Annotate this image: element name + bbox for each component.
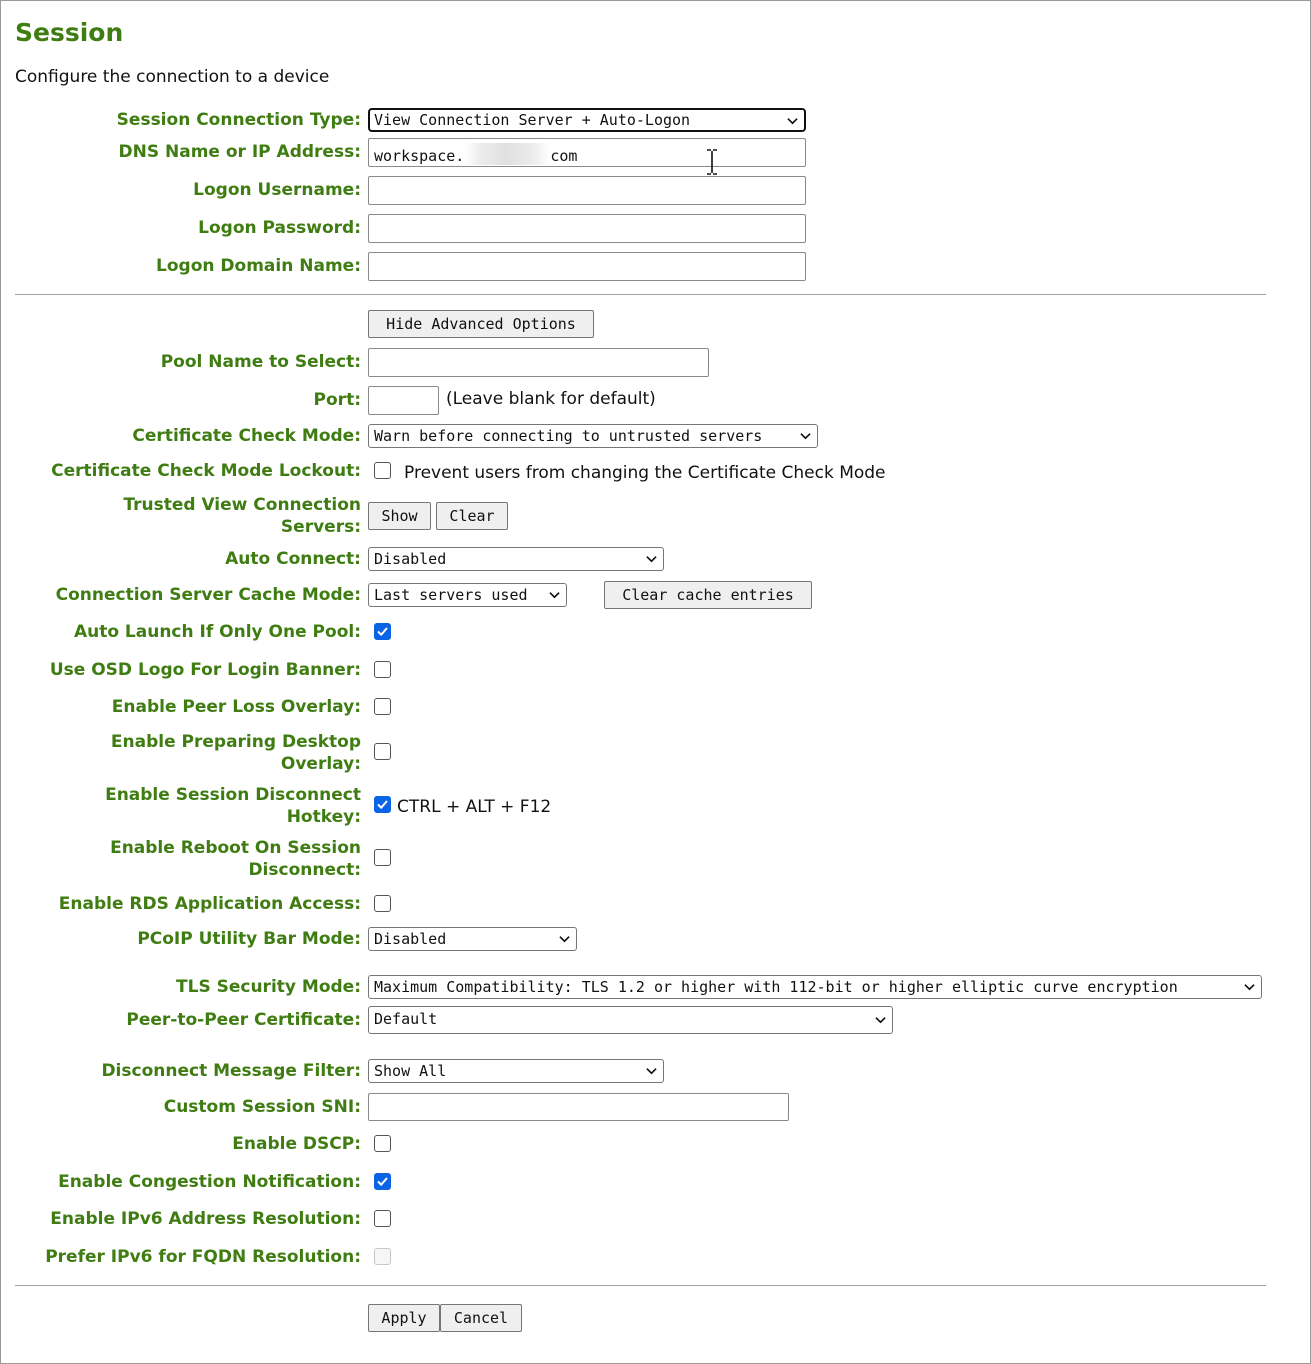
peer-loss-label: Enable Peer Loss Overlay: [111,697,361,717]
cert-lockout-checkbox[interactable] [374,462,391,479]
chevron-down-icon [549,589,560,600]
peer-loss-checkbox[interactable] [374,698,391,715]
disconnect-filter-value: Show All [374,1062,447,1080]
chevron-down-icon [559,933,570,944]
port-hint: (Leave blank for default) [446,389,656,409]
pool-name-input[interactable] [368,348,709,377]
rds-access-label: Enable RDS Application Access: [58,894,361,914]
osd-logo-label: Use OSD Logo For Login Banner: [49,660,361,680]
chevron-down-icon [1244,981,1255,992]
pool-name-label: Pool Name to Select: [160,352,361,372]
preparing-desktop-label-line1: Enable Preparing Desktop [110,732,361,752]
chevron-down-icon [787,115,798,126]
disconnect-filter-select[interactable] [368,1059,664,1083]
page-title: Session [15,18,124,47]
clear-cache-entries-button[interactable]: Clear cache entries [604,581,812,609]
cert-check-mode-value: Warn before connecting to untrusted servers [374,427,763,445]
checkmark-icon [376,798,389,811]
clear-trusted-servers-button[interactable]: Clear [436,502,508,530]
cert-check-mode-label: Certificate Check Mode: [132,426,361,446]
reboot-disconnect-checkbox[interactable] [374,849,391,866]
reboot-disconnect-label-line2: Disconnect: [248,860,361,880]
utility-bar-value: Disabled [374,930,447,948]
dns-name-input[interactable] [368,138,806,167]
port-label: Port: [313,390,361,410]
tls-mode-value: Maximum Compatibility: TLS 1.2 or higher with 112-bit or higher elliptic curve encryption [374,978,1178,996]
redacted-text [464,143,550,165]
ipv6-resolution-checkbox[interactable] [374,1210,391,1227]
port-input[interactable] [368,386,439,415]
logon-username-label: Logon Username: [193,180,361,200]
auto-connect-value: Disabled [374,550,447,568]
ipv6-resolution-label: Enable IPv6 Address Resolution: [50,1209,361,1229]
tls-mode-select[interactable] [368,975,1262,999]
disconnect-hotkey-checkbox[interactable] [374,796,391,813]
custom-sni-label: Custom Session SNI: [163,1097,361,1117]
congestion-checkbox[interactable] [374,1173,391,1190]
connection-type-label: Session Connection Type: [116,110,361,130]
dns-name-suffix: com [550,147,578,165]
preparing-desktop-checkbox[interactable] [374,743,391,760]
logon-domain-input[interactable] [368,252,806,281]
trusted-servers-label [123,494,361,538]
disconnect-hotkey-text: CTRL + ALT + F12 [397,797,552,817]
auto-launch-checkbox[interactable] [374,623,391,640]
disconnect-hotkey-label-line2: Hotkey: [286,807,361,827]
prefer-ipv6-label: Prefer IPv6 for FQDN Resolution: [45,1247,361,1267]
preparing-desktop-label [111,731,361,775]
dscp-checkbox[interactable] [374,1135,391,1152]
trusted-servers-label-line2: Servers: [280,517,361,537]
hide-advanced-options-button[interactable]: Hide Advanced Options [368,310,594,338]
utility-bar-label: PCoIP Utility Bar Mode: [137,929,361,949]
logon-password-input[interactable] [368,214,806,243]
text-cursor-icon [705,149,719,175]
cache-mode-value: Last servers used [374,586,528,604]
congestion-label: Enable Congestion Notification: [58,1172,361,1192]
p2p-cert-label: Peer-to-Peer Certificate: [126,1010,361,1030]
p2p-cert-select[interactable] [368,1006,893,1034]
disconnect-filter-label: Disconnect Message Filter: [101,1061,361,1081]
chevron-down-icon [875,1014,886,1025]
auto-launch-label: Auto Launch If Only One Pool: [73,622,361,642]
checkmark-icon [376,625,389,638]
auto-connect-select[interactable] [368,547,664,571]
disconnect-hotkey-label-line1: Enable Session Disconnect [105,785,361,805]
cert-lockout-label: Certificate Check Mode Lockout: [51,461,361,481]
custom-sni-input[interactable] [368,1093,789,1121]
p2p-cert-value: Default [374,1010,438,1028]
apply-button[interactable]: Apply [368,1304,440,1332]
dns-name-prefix: workspace. [374,147,465,165]
connection-type-select[interactable] [368,108,806,132]
divider [15,1285,1266,1286]
utility-bar-select[interactable] [368,927,577,951]
logon-username-input[interactable] [368,176,806,205]
tls-mode-label: TLS Security Mode: [176,977,361,997]
divider [15,294,1266,295]
reboot-disconnect-label-line1: Enable Reboot On Session [110,838,361,858]
logon-password-label: Logon Password: [198,218,361,238]
checkmark-icon [376,1175,389,1188]
auto-connect-label: Auto Connect: [225,549,361,569]
page-subtitle: Configure the connection to a device [15,67,330,87]
cache-mode-select[interactable] [368,583,567,607]
chevron-down-icon [646,1065,657,1076]
connection-type-value: View Connection Server + Auto-Logon [374,111,691,129]
cert-lockout-text: Prevent users from changing the Certificate Check Mode [404,463,886,483]
chevron-down-icon [646,553,657,564]
cancel-button[interactable]: Cancel [440,1304,522,1332]
cert-check-mode-select[interactable] [368,424,818,448]
show-trusted-servers-button[interactable]: Show [368,502,431,530]
logon-domain-label: Logon Domain Name: [156,256,361,276]
chevron-down-icon [800,430,811,441]
rds-access-checkbox[interactable] [374,895,391,912]
preparing-desktop-label-line2: Overlay: [280,754,361,774]
disconnect-hotkey-label [105,784,361,828]
cache-mode-label: Connection Server Cache Mode: [55,585,361,605]
trusted-servers-label-line1: Trusted View Connection [123,495,361,515]
prefer-ipv6-checkbox [374,1248,391,1265]
osd-logo-checkbox[interactable] [374,661,391,678]
reboot-disconnect-label [110,837,361,881]
dscp-label: Enable DSCP: [232,1134,361,1154]
dns-name-label: DNS Name or IP Address: [118,142,361,162]
